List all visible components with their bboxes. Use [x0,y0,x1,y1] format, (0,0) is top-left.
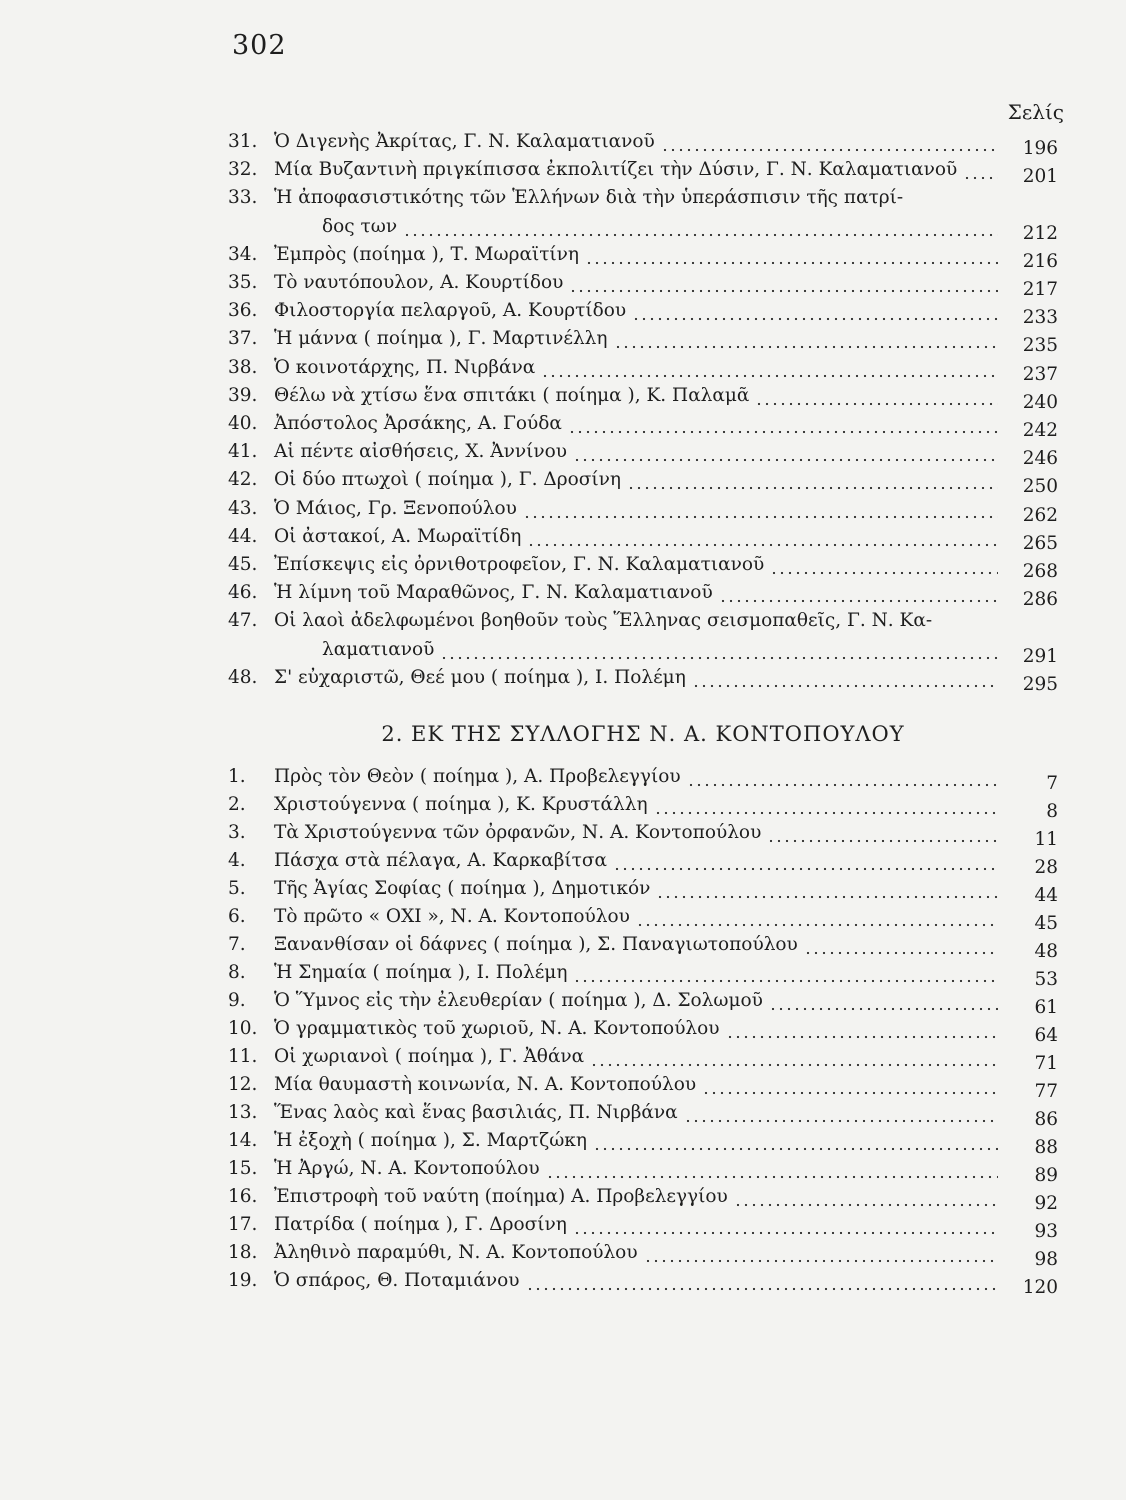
entry-title: Πατρίδα ( ποίημα ), Γ. Δροσίνη [274,1214,567,1235]
entry-number: 16. [228,1186,258,1207]
entry-title: Ἀληθινὸ παραμύθι, Ν. Α. Κοντοπούλου [274,1242,638,1263]
dot-leader [692,666,998,690]
entry-page: 45 [1034,913,1058,934]
toc-entry [228,299,1058,329]
dot-leader [767,821,998,845]
entry-number: 14. [228,1130,258,1151]
entry-title: Οἱ δύο πτωχοὶ ( ποίημα ), Γ. Δροσίνη [274,469,621,491]
toc-entry [228,553,1058,582]
toc-entry [228,1185,1058,1214]
entry-number: 2. [228,794,246,815]
entry-number: 10. [228,1018,258,1039]
dot-leader [568,412,998,436]
dot-leader [687,765,998,789]
entry-page: 242 [1022,420,1058,441]
entry-title: Ἀπόστολος Ἀρσάκης, Α. Γούδα [274,413,562,434]
entry-page: 291 [1022,645,1058,667]
toc-entry [228,961,1058,990]
toc-entry [228,356,1058,385]
toc-entry [228,609,1058,633]
entry-title: Οἱ χωριανοὶ ( ποίημα ), Γ. Ἀθάνα [274,1046,585,1067]
entry-number: 37. [228,328,258,350]
entry-title: Ὁ Διγενὴς Ἀκρίτας, Γ. Ν. Καλαματιανοῦ [274,131,655,152]
dot-leader [541,356,998,380]
toc-entry [228,1045,1058,1074]
entry-number: 12. [228,1074,258,1095]
toc-entry-continuation [322,215,1058,244]
dot-leader [734,1185,998,1209]
dot-leader [661,130,998,154]
dot-leader [593,1129,998,1153]
toc-entry [228,793,1058,822]
toc-entry [228,130,1058,159]
dot-leader [590,1045,998,1069]
entry-page: 217 [1022,279,1058,300]
entry-page: 98 [1034,1249,1058,1270]
entry-page: 235 [1022,335,1058,357]
dot-leader [614,327,998,351]
dot-leader [627,468,998,492]
entry-page: 7 [1046,773,1058,794]
entry-number: 33. [228,187,258,209]
toc-entry [228,384,1058,413]
entry-page: 88 [1034,1137,1058,1158]
entry-page: 233 [1022,307,1058,329]
dot-leader [644,1241,998,1265]
dot-leader [403,215,998,239]
column-header: Σελίς [1007,100,1064,124]
entry-number: 18. [228,1242,258,1263]
dot-leader [573,1213,998,1237]
entry-title-continuation: δος των [322,215,398,237]
entry-number: 5. [228,878,246,899]
dot-leader [654,793,998,817]
entry-number: 11. [228,1046,258,1067]
entry-page: 286 [1022,589,1058,611]
entry-number: 13. [228,1102,258,1123]
dot-leader [770,553,998,577]
entry-title: Πρὸς τὸν Θεὸν ( ποίημα ), Α. Προβελεγγίου [274,766,681,787]
entry-title: Σ' εὐχαριστῶ, Θεέ μου ( ποίημα ), Ι. Πολέμη [274,666,686,688]
entry-number: 38. [228,356,258,378]
entry-title: Τὸ ναυτόπουλον, Α. Κουρτίδου [274,272,564,293]
entry-title: Μία θαυμαστὴ κοινωνία, Ν. Α. Κοντοπούλου [274,1074,697,1095]
toc-entry [228,989,1058,1018]
toc-entry-continuation [322,638,1058,667]
toc-entry [228,1241,1058,1270]
entry-page: 295 [1022,673,1058,695]
entry-title: Ὁ κοινοτάρχης, Π. Νιρβάνα [274,356,536,378]
entry-page: 240 [1022,391,1058,413]
entry-page: 201 [1022,166,1058,188]
entry-page: 8 [1046,801,1058,822]
entry-number: 15. [228,1158,258,1179]
entry-page: 120 [1022,1277,1058,1298]
entry-title: Πάσχα στὰ πέλαγα, Α. Καρκαβίτσα [274,850,608,871]
entry-page: 64 [1034,1025,1058,1046]
entry-number: 1. [228,766,246,787]
entry-page: 89 [1034,1165,1058,1186]
entry-number: 34. [228,243,258,265]
entry-number: 7. [228,934,246,955]
entry-title: Ἡ ἀποφασιστικότης τῶν Ἑλλήνων διὰ τὴν ὑπεράσπισιν τῆς πατρί- [274,187,904,209]
toc-entry [228,412,1058,441]
dot-leader [702,1073,998,1097]
toc-entry [228,525,1058,554]
toc-entry [228,186,1058,210]
entry-title: Οἱ λαοὶ ἀδελφωμένοι βοηθοῦν τοὺς Ἕλληνας σεισμοπαθεῖς, Γ. Ν. Κα- [274,610,933,632]
entry-number: 41. [228,441,258,463]
toc-entry [228,905,1058,934]
toc-entry [228,1213,1058,1242]
dot-leader [523,497,998,521]
entry-page: 268 [1022,561,1058,582]
dot-leader [573,961,998,985]
toc-entry [228,440,1058,470]
page-number: 302 [232,30,287,61]
dot-leader [656,877,998,901]
dot-leader [527,525,998,549]
dot-leader [684,1101,998,1125]
toc-entry [228,1157,1058,1186]
entry-page: 92 [1034,1193,1058,1214]
toc-entry [228,1101,1058,1130]
entry-title: Ὁ γραμματικὸς τοῦ χωριοῦ, Ν. Α. Κοντοπούλου [274,1018,720,1039]
entry-title: Φιλοστοργία πελαργοῦ, Α. Κουρτίδου [274,300,627,322]
dot-leader [769,989,998,1013]
entry-title: Ξανανθίσαν οἱ δάφνες ( ποίημα ), Σ. Παναγιωτοπούλου [274,934,798,955]
entry-number: 45. [228,554,258,575]
entry-number: 35. [228,272,258,293]
entry-number: 8. [228,962,246,983]
toc-entry [228,1017,1058,1046]
entry-title: Τῆς Ἁγίας Σοφίας ( ποίημα ), Δημοτικόν [274,878,651,899]
entry-number: 48. [228,666,258,688]
dot-leader [726,1017,998,1041]
entry-page: 71 [1034,1053,1058,1074]
entry-title: Ὁ σπάρος, Θ. Ποταμιάνου [274,1270,520,1291]
dot-leader [755,384,998,408]
entry-number: 6. [228,906,246,927]
entry-number: 42. [228,469,258,491]
dot-leader [546,1157,998,1181]
dot-leader [440,638,998,662]
entry-title: Ἡ Σημαία ( ποίημα ), Ι. Πολέμη [274,962,568,983]
toc-entry [228,327,1058,357]
toc-entry [228,849,1058,878]
entry-title: Αἱ πέντε αἰσθήσεις, Χ. Ἀννίνου [274,441,568,463]
toc-entry [228,581,1058,611]
entry-number: 47. [228,610,258,632]
entry-page: 77 [1034,1081,1058,1102]
entry-title: Ἐπίσκεψις εἰς ὀρνιθοτροφεῖον, Γ. Ν. Καλαματιανοῦ [274,554,765,575]
entry-page: 93 [1034,1221,1058,1242]
dot-leader [963,158,998,182]
entry-page: 265 [1022,532,1058,554]
entry-title: Χριστούγεννα ( ποίημα ), Κ. Κρυστάλλη [274,794,648,815]
toc-entry [228,821,1058,850]
entry-number: 46. [228,582,258,604]
dot-leader [613,849,998,873]
toc-entry [228,468,1058,498]
entry-page: 53 [1034,969,1058,990]
entry-title: Ἡ λίμνη τοῦ Μαραθῶνος, Γ. Ν. Καλαματιανοῦ [274,582,713,604]
entry-page: 11 [1034,829,1058,850]
toc-entry [228,497,1058,526]
entry-number: 3. [228,822,246,843]
dot-leader [573,440,998,464]
entry-number: 9. [228,990,246,1011]
entry-page: 196 [1022,138,1058,159]
entry-title: Ἐμπρὸς (ποίημα ), Τ. Μωραϊτίνη [274,243,580,265]
entry-number: 31. [228,131,258,152]
toc-entry [228,877,1058,906]
dot-leader [585,243,998,267]
entry-title: Θέλω νὰ χτίσω ἕνα σπιτάκι ( ποίημα ), Κ. Παλαμᾶ [274,384,750,406]
entry-number: 36. [228,300,258,322]
dot-leader [526,1269,998,1293]
entry-title: Ἡ ἐξοχὴ ( ποίημα ), Σ. Μαρτζώκη [274,1130,587,1151]
dot-leader [804,933,998,957]
entry-number: 39. [228,384,258,406]
entry-page: 28 [1034,857,1058,878]
entry-number: 19. [228,1270,258,1291]
entry-page: 48 [1034,941,1058,962]
dot-leader [719,581,998,605]
entry-title: Ἕνας λαὸς καὶ ἕνας βασιλιάς, Π. Νιρβάνα [274,1102,678,1123]
entry-title: Ὁ Ὕμνος εἰς τὴν ἐλευθερίαν ( ποίημα ), Δ. Σολωμοῦ [274,990,763,1011]
toc-entry [228,1073,1058,1102]
dot-leader [636,905,998,929]
entry-page: 237 [1022,363,1058,385]
entry-page: 44 [1034,885,1058,906]
entry-title: Μία Βυζαντινὴ πριγκίπισσα ἐκπολιτίζει τὴν Δύσιν, Γ. Ν. Καλαματιανοῦ [274,159,958,181]
toc-entry [228,1269,1058,1298]
entry-number: 44. [228,525,258,547]
entry-number: 32. [228,159,258,181]
entry-page: 61 [1034,997,1058,1018]
toc-entry [228,271,1058,300]
entry-title: Ὁ Μάιος, Γρ. Ξενοπούλου [274,497,517,519]
entry-number: 43. [228,497,258,519]
entry-title: Τὰ Χριστούγεννα τῶν ὀρφανῶν, Ν. Α. Κοντοπούλου [274,822,762,843]
toc-entry [228,158,1058,188]
entry-number: 17. [228,1214,258,1235]
toc-entry [228,1129,1058,1158]
entry-page: 246 [1022,448,1058,470]
dot-leader [632,299,998,323]
entry-title: Ἐπιστροφὴ τοῦ ναύτη (ποίημα) Α. Προβελεγγίου [274,1186,728,1207]
entry-page: 86 [1034,1109,1058,1130]
entry-title: Ἡ μάννα ( ποίημα ), Γ. Μαρτινέλλη [274,328,608,350]
toc-entry [228,666,1058,695]
entry-page: 212 [1022,222,1058,244]
entry-page: 250 [1022,476,1058,498]
entry-page: 262 [1022,504,1058,526]
toc-entry [228,933,1058,962]
toc-entry [228,765,1058,794]
toc-entry [228,243,1058,272]
entry-number: 40. [228,413,258,434]
entry-title: Τὸ πρῶτο « ΟΧΙ », Ν. Α. Κοντοπούλου [274,906,630,927]
entry-number: 4. [228,850,246,871]
entry-title: Ἡ Ἀργώ, Ν. Α. Κοντοπούλου [274,1158,540,1179]
entry-title: Οἱ ἀστακοί, Α. Μωραϊτίδη [274,525,522,547]
section-heading: 2. ΕΚ ΤΗΣ ΣΥΛΛΟΓΗΣ Ν. Α. ΚΟΝΤΟΠΟΥΛΟΥ [381,722,905,746]
entry-title-continuation: λαματιανοῦ [322,638,435,660]
dot-leader [569,271,998,295]
entry-page: 216 [1022,250,1058,272]
